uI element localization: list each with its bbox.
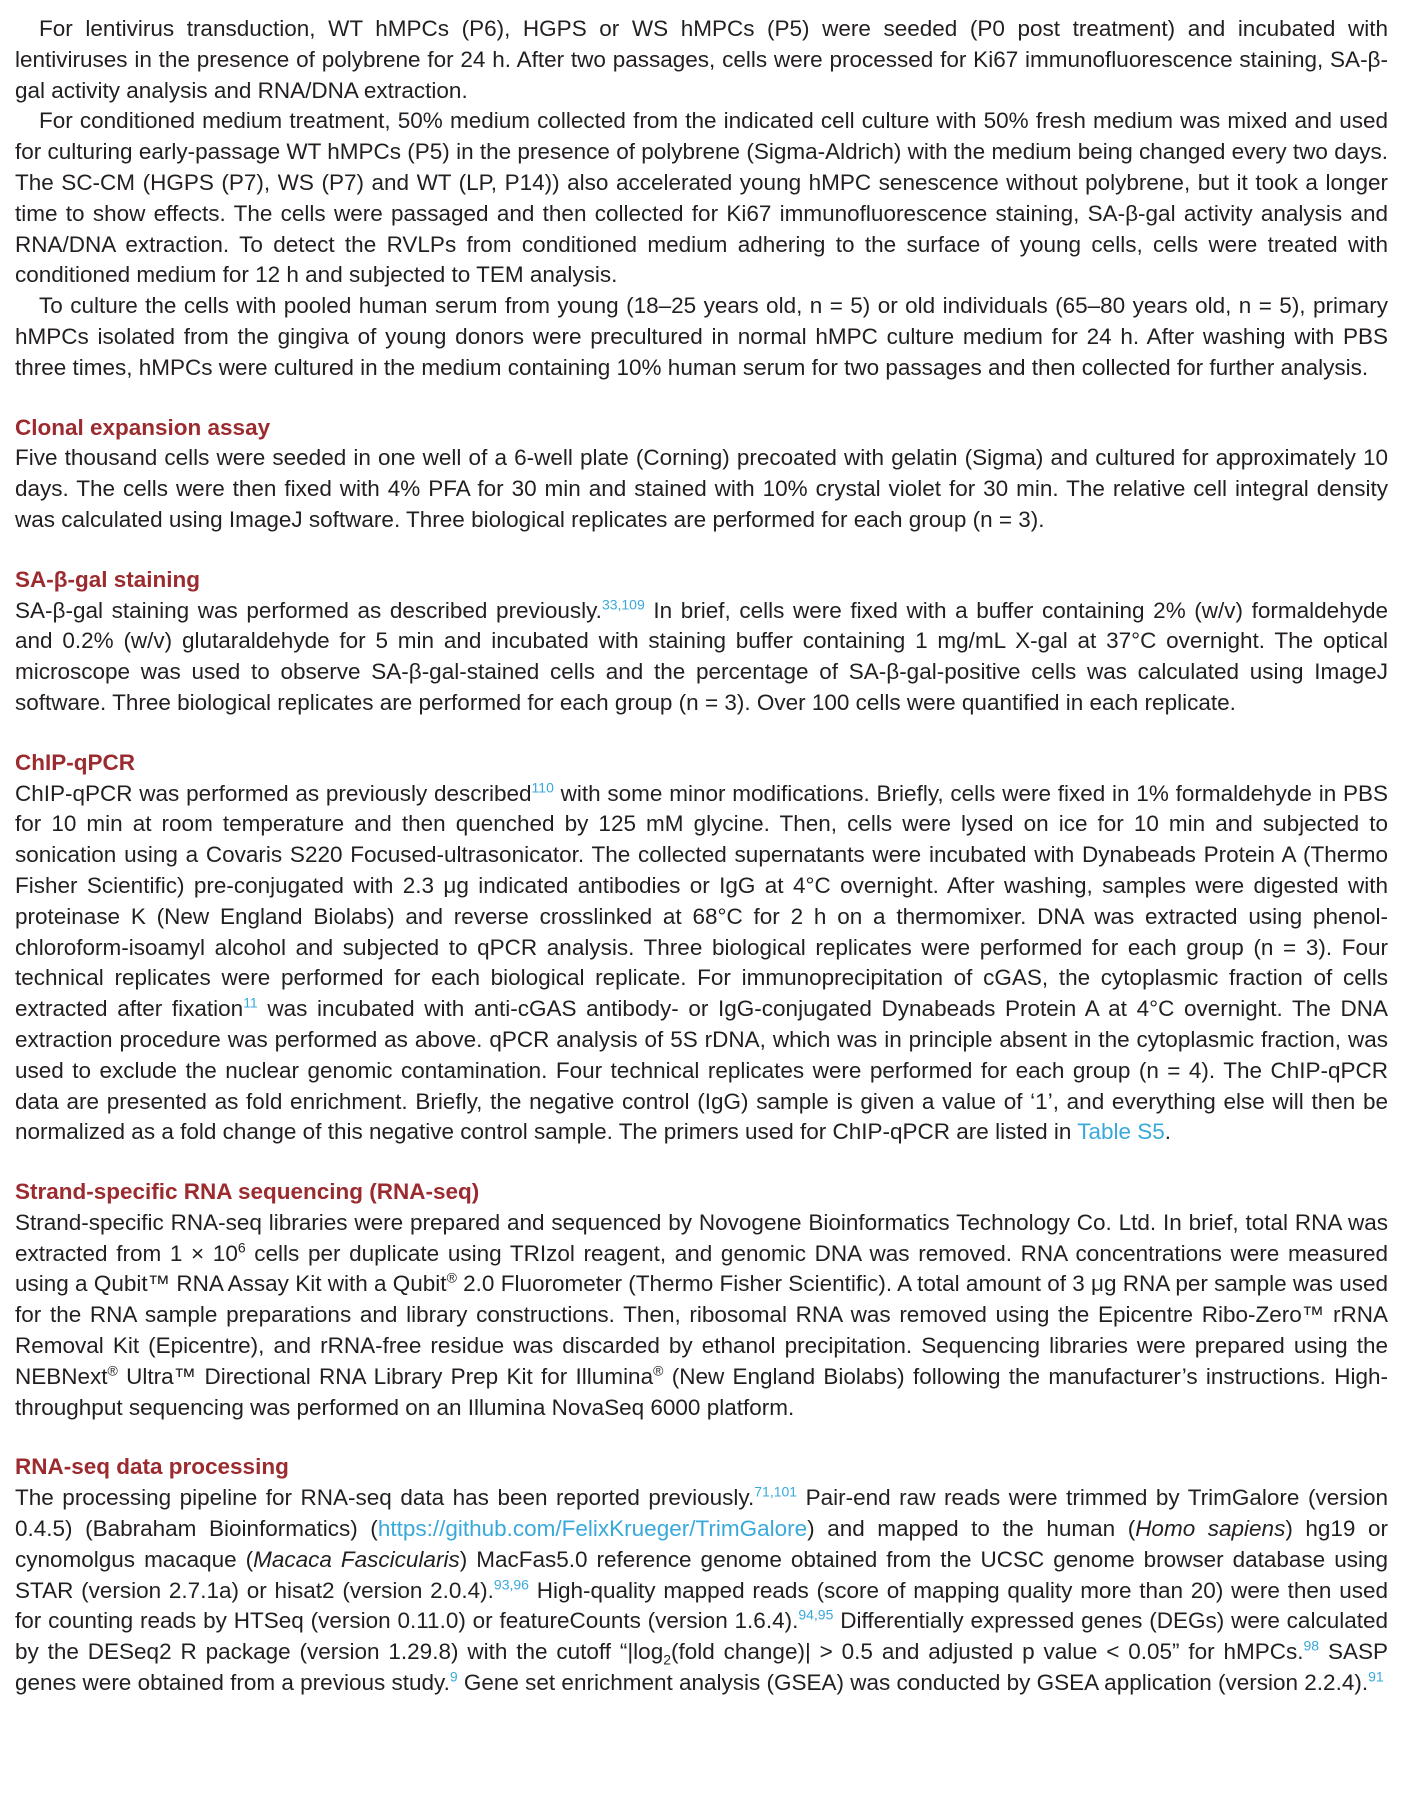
registered-mark: ® [653, 1362, 664, 1379]
paragraph-rna-seq [15, 1208, 1388, 1424]
citation-link[interactable]: 98 [1303, 1637, 1320, 1654]
registered-mark: ® [446, 1269, 457, 1286]
paragraph-chip-qpcr [15, 779, 1388, 1149]
citation-link[interactable]: 94,95 [798, 1606, 834, 1623]
paragraph-sa-beta-gal [15, 596, 1388, 719]
text-run: High-quality mapped reads (score of mapping quality more than 20) were then used for counting reads by HTSeq (version 0.11.0) or featureCounts (version 1.6.4). [15, 1577, 1388, 1634]
heading-sa-beta-gal: SA-β-gal staining [15, 566, 200, 592]
text-run: ) MacFas5.0 reference genome obtained from the UCSC genome browser database using STAR (version 2.7.1a) or hisat2 (version 2.0.4). [15, 1546, 1388, 1603]
citation-link[interactable]: 93,96 [493, 1576, 529, 1593]
heading-rna-seq-processing: RNA-seq data processing [15, 1454, 289, 1480]
table-s5-link[interactable]: Table S5 [1077, 1119, 1165, 1145]
text-run: with some minor modifications. Briefly, cells were fixed in 1% formaldehyde in PBS for 10 min at room temperature and then quenched by 125 mM glycine. Then, cells were lysed on ice for 10 min and subjected to sonication using a Covaris S220 Focused-ultrasonicator. The collected supernatants were incubated with Dynabeads Protein A (Thermo Fisher Scientific) pre-conjugated with 2.3 μg indicated antibodies or IgG at 4°C overnight. After washing, samples were digested with proteinase K (New England Biolabs) and reverse crosslinked at 68°C for 2 h on a thermomixer. DNA was extracted using phenol-chloroform-isoamyl alcohol and subjected to qPCR analysis. Three biological replicates were performed for each group (n = 3). Four technical replicates were performed for each biological replicate. For immunoprecipitation of cGAS, the cytoplasmic fraction of cells extracted after fixation [15, 780, 1388, 1022]
heading-rna-seq: Strand-specific RNA sequencing (RNA-seq) [15, 1179, 480, 1205]
citation-link[interactable]: 110 [531, 779, 554, 796]
text-run: Differentially expressed genes (DEGs) were calculated by the DESeq2 R package (version 1.29.8) with the cutoff “|log [15, 1608, 1388, 1665]
text-run: . [1164, 1119, 1172, 1145]
citation-link[interactable]: 91 [1368, 1668, 1384, 1685]
superscript: 6 [237, 1239, 246, 1256]
text-run: Strand-specific RNA-seq libraries were prepared and sequenced by Novogene Bioinformatics Technology Co. Ltd. In brief, total RNA was extracted from 1 × 10 [15, 1209, 1388, 1266]
text-run: In brief, cells were fixed with a buffer containing 2% (w/v) formaldehyde and 0.2% (w/v) glutaraldehyde for 5 min and incubated with staining buffer containing 1 mg/mL X-gal at 37°C overnight. The optical microscope was used to observe SA-β-gal-stained cells and the percentage of SA-β-gal-positive cells was calculated using ImageJ software. Three biological replicates are performed for each group (n = 3). Over 100 cells were quantified in each replicate. [15, 597, 1388, 715]
text-run: SASP genes were obtained from a previous study. [15, 1639, 1388, 1696]
registered-mark: ® [107, 1362, 118, 1379]
citation-link[interactable]: 33,109 [601, 596, 645, 613]
text-run: SA-β-gal staining was performed as described previously. [15, 597, 602, 623]
text-run: cells per duplicate using TRIzol reagent, and genomic DNA was removed. RNA concentrations were measured using a Qubit™ RNA Assay Kit with a Qubit [15, 1240, 1389, 1297]
text-run: The processing pipeline for RNA-seq data has been reported previously. [15, 1485, 755, 1511]
heading-chip-qpcr: ChIP-qPCR [15, 749, 135, 775]
text-run: Gene set enrichment analysis (GSEA) was conducted by GSEA application (version 2.2.4). [457, 1670, 1369, 1696]
text-run: was incubated with anti-cGAS antibody- or IgG-conjugated Dynabeads Protein A at 4°C overnight. The DNA extraction procedure was performed as above. qPCR analysis of 5S rDNA, which was in principle absent in the cytoplasmic fraction, was used to exclude the nuclear genomic contamination. Four technical replicates were performed for each group (n = 4). The ChIP-qPCR data are presented as fold enrichment. Briefly, the negative control (IgG) sample is given a value of ‘1’, and everything else will then be normalized as a fold change of this negative control sample. The primers used for ChIP-qPCR are listed in [15, 996, 1388, 1145]
trimgalore-url-link[interactable]: https://github.com/FelixKrueger/TrimGalore [377, 1516, 808, 1542]
citation-link[interactable]: 71,101 [754, 1483, 798, 1500]
text-run: ) and mapped to the human ( [807, 1516, 1136, 1542]
text-run: ) hg19 or cynomolgus macaque ( [15, 1516, 1389, 1572]
paragraph-rna-seq-processing [15, 1483, 1388, 1699]
paragraph-lentivirus: For lentivirus transduction, WT hMPCs (P6), HGPS or WS hMPCs (P5) were seeded (P0 post treatment) and incubated with lentiviruses in the presence of polybrene for 24 h. After two passages, cells were processed for Ki67 immunofluorescence staining, SA-β-gal activity analysis and RNA/DNA extraction. [15, 16, 1388, 103]
citation-link[interactable]: 9 [449, 1668, 458, 1685]
text-run: ChIP-qPCR was performed as previously described [15, 780, 532, 806]
citation-link[interactable]: 11 [243, 994, 258, 1011]
species-name: Homo sapiens [1135, 1516, 1286, 1542]
text-run: Ultra™ Directional RNA Library Prep Kit for Illumina [117, 1363, 654, 1389]
paragraph-human-serum: To culture the cells with pooled human serum from young (18–25 years old, n = 5) or old individuals (65–80 years old, n = 5), primary hMPCs isolated from the gingiva of young donors were precultured in normal hMPC culture medium for 24 h. After washing with PBS three times, hMPCs were cultured in the medium containing 10% human serum for two passages and then collected for further analysis. [15, 293, 1388, 380]
subscript: 2 [663, 1651, 671, 1668]
text-run: (fold change)| > 0.5 and adjusted p value < 0.05” for hMPCs. [671, 1639, 1304, 1665]
species-name: Macaca Fascicularis [253, 1546, 460, 1572]
text-run: Pair-end raw reads were trimmed by TrimGalore (version 0.4.5) (Babraham Bioinformatics) ( [15, 1485, 1388, 1542]
text-run: 2.0 Fluorometer (Thermo Fisher Scientific). A total amount of 3 μg RNA per sample was used for the RNA sample preparations and library constructions. Then, ribosomal RNA was removed using the Epicentre Ribo-Zero™ rRNA Removal Kit (Epicentre), and rRNA-free residue was discarded by ethanol precipitation. Sequencing libraries were prepared using the NEBNext [15, 1271, 1388, 1389]
text-run: (New England Biolabs) following the manufacturer’s instructions. High-throughput sequencing was performed on an Illumina NovaSeq 6000 platform. [15, 1363, 1388, 1420]
heading-clonal-expansion: Clonal expansion assay [15, 414, 271, 440]
paragraph-conditioned-medium: For conditioned medium treatment, 50% medium collected from the indicated cell culture with 50% fresh medium was mixed and used for culturing early-passage WT hMPCs (P5) in the presence of polybrene (Sigma-Aldrich) with the medium being changed every two days. The SC-CM (HGPS (P7), WS (P7) and WT (LP, P14)) also accelerated young hMPC senescence without polybrene, but it took a longer time to show effects. The cells were passaged and then collected for Ki67 immunofluorescence staining, SA-β-gal activity analysis and RNA/DNA extraction. To detect the RVLPs from conditioned medium adhering to the surface of young cells, cells were treated with conditioned medium for 12 h and subjected to TEM analysis. [15, 108, 1388, 288]
paragraph-clonal-expansion: Five thousand cells were seeded in one well of a 6-well plate (Corning) precoated with gelatin (Sigma) and cultured for approximately 10 days. The cells were then fixed with 4% PFA for 30 min and stained with 10% crystal violet for 30 min. The relative cell integral density was calculated using ImageJ software. Three biological replicates are performed for each group (n = 3). [15, 445, 1388, 532]
